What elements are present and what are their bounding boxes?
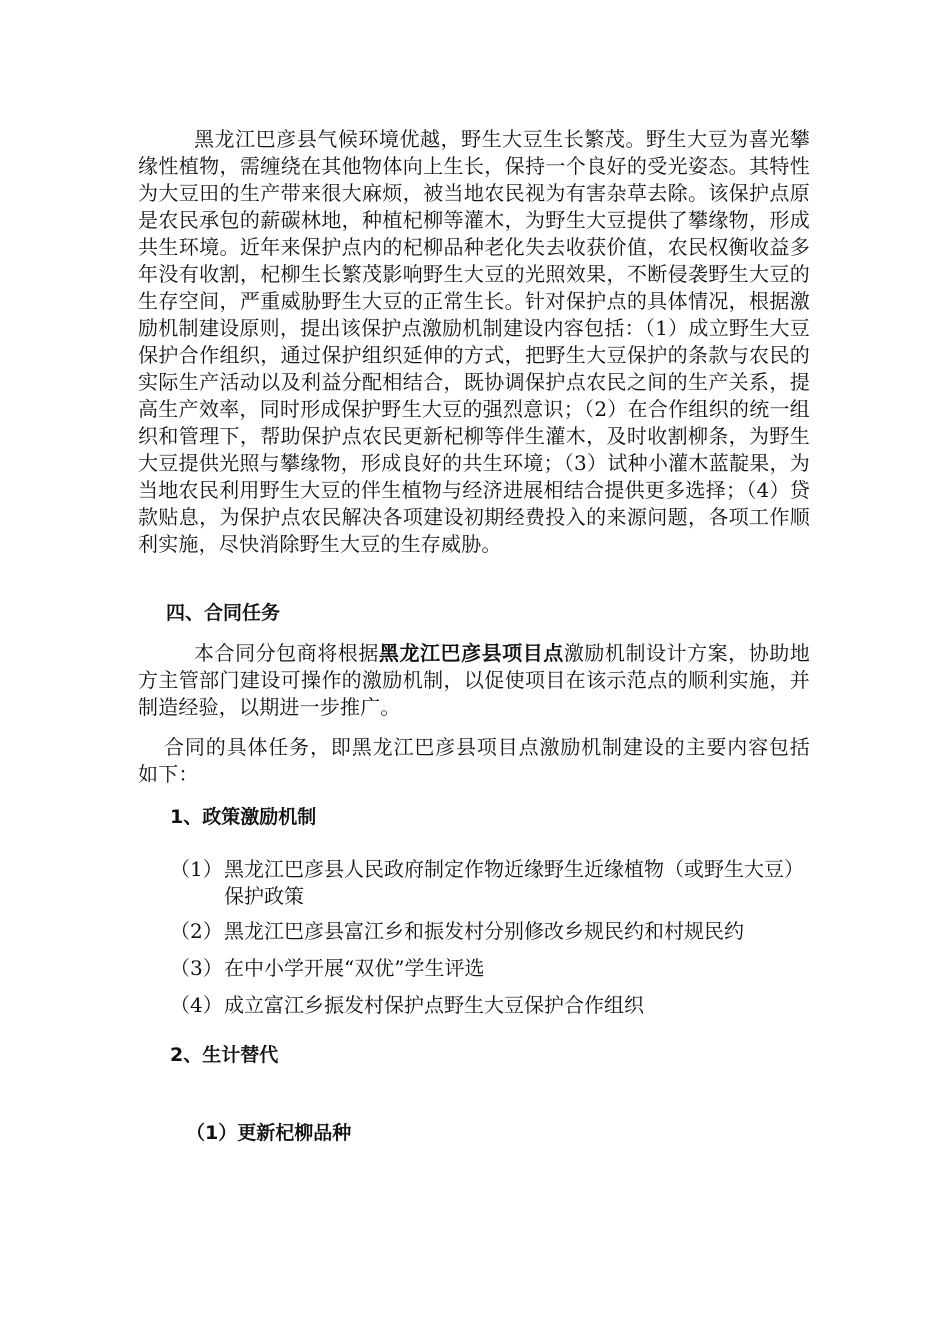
subheading-update-willow-variety: （1）更新杞柳品种	[186, 1122, 352, 1144]
policy-list-item	[170, 955, 810, 982]
tasks-intro-paragraph: 合同的具体任务，即黑龙江巴彦县项目点激励机制建设的主要内容包括如下：	[138, 735, 810, 786]
list-item-text: 黑龙江巴彦县富江乡和振发村分别修改乡规民约和村规民约	[224, 919, 744, 943]
list-item-text: 黑龙江巴彦县人民政府制定作物近缘野生近缘植物（或野生大豆）保护政策	[224, 857, 804, 908]
policy-list-item	[170, 992, 810, 1019]
section-heading-contract-tasks: 四、合同任务	[166, 602, 281, 624]
list-item-text: 在中小学开展“双优”学生评选	[224, 956, 485, 980]
list-item-text: 成立富江乡振发村保护点野生大豆保护合作组织	[224, 993, 644, 1017]
list-item-number: （2）	[170, 919, 223, 943]
list-item-number: （1）	[170, 857, 223, 881]
intro-paragraph: 黑龙江巴彦县气候环境优越，野生大豆生长繁茂。野生大豆为喜光攀缘性植物，需缠绕在其他物体向上生长，保持一个良好的受光姿态。其特性为大豆田的生产带来很大麻烦，被当地农民视为有害杂草去除。该保护点原是农民承包的薪碳林地，种植杞柳等灌木，为野生大豆提供了攀缘物，形成共生环境。近年来保护点内的杞柳品种老化失去收获价值，农民权衡收益多年没有收割，杞柳生长繁茂影响野生大豆的光照效果，不断侵袭野生大豆的生存空间，严重威胁野生大豆的正常生长。针对保护点的具体情况，根据激励机制建设原则，提出该保护点激励机制建设内容包括：（1）成立野生大豆保护合作组织，通过保护组织延伸的方式，把野生大豆保护的条款与农民的实际生产活动以及利益分配相结合，既协调保护点农民之间的生产关系，提高生产效率，同时形成保护野生大豆的强烈意识；（2）在合作组织的统一组织和管理下，帮助保护点农民更新杞柳等伴生灌木，及时收割柳条，为野生大豆提供光照与攀缘物，形成良好的共生环境；（3）试种小灌木蓝靛果，为当地农民利用野生大豆的伴生植物与经济进展相结合提供更多选择；（4）贷款贴息，为保护点农民解决各项建设初期经费投入的来源问题，各项工作顺利实施，尽快消除野生大豆的生存威胁。	[138, 127, 810, 556]
policy-list-item	[170, 918, 810, 945]
policy-list-item	[170, 856, 810, 910]
task-paragraph	[138, 640, 810, 721]
subheading-livelihood-substitution: 2、生计替代	[170, 1044, 279, 1066]
list-item-number: （4）	[170, 993, 223, 1017]
task-text-after: 激励机制设计方案，协助地方主管部门建设可操作的激励机制，以促使项目在该示范点的顺利实施，并制造经验，以期进一步推广。	[138, 641, 810, 719]
list-item-number: （3）	[170, 956, 223, 980]
task-text-bold: 黑龙江巴彦县项目点	[378, 641, 564, 665]
subheading-policy-incentive: 1、政策激励机制	[170, 806, 317, 828]
task-text-before: 本合同分包商将根据	[194, 641, 379, 665]
